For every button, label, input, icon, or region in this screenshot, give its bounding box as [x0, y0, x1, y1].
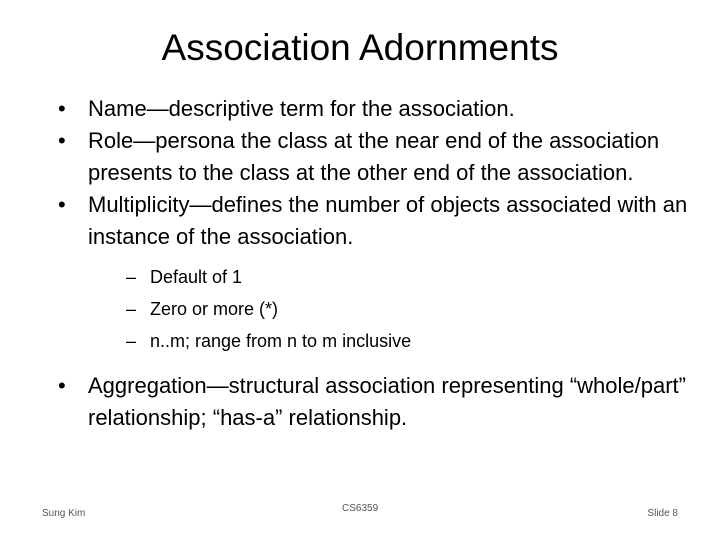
bullet-marker: •	[58, 96, 66, 121]
bullet-item-multiplicity	[58, 189, 698, 357]
sub-bullet-marker: –	[126, 267, 137, 287]
footer-author: Sung Kim	[42, 508, 86, 519]
bullet-marker: •	[58, 192, 66, 217]
sub-bullet-list	[88, 261, 698, 357]
footer-course: CS6359	[342, 503, 379, 514]
bullet-item-role	[58, 125, 698, 189]
sub-bullet-marker: –	[126, 331, 137, 351]
bullet-list	[58, 93, 698, 434]
bullet-marker: •	[58, 128, 66, 153]
footer-slide-number: Slide 8	[647, 508, 678, 519]
bullet-item-aggregation	[58, 370, 698, 434]
bullet-text: Name—descriptive term for the association.	[88, 96, 515, 121]
sub-bullet-text: Default of 1	[150, 267, 243, 287]
sub-bullet-text: Zero or more (*)	[150, 299, 279, 319]
sub-bullet-marker: –	[126, 299, 137, 319]
slide-title: Association Adornments	[161, 27, 559, 68]
sub-bullet-item	[88, 325, 698, 357]
bullet-marker: •	[58, 373, 66, 398]
bullet-item-name	[58, 93, 698, 125]
bullet-text: Multiplicity—defines the number of objects associated with an instance of the association.	[88, 192, 688, 249]
sub-bullet-item	[88, 261, 698, 293]
bullet-text: Aggregation—structural association representing “whole/part” relationship; “has-a” relationship.	[88, 373, 686, 430]
bullet-text: Role—persona the class at the near end of the association presents to the class at the other end of the association.	[88, 128, 660, 185]
sub-bullet-item	[88, 293, 698, 325]
sub-bullet-text: n..m; range from n to m inclusive	[150, 331, 412, 351]
